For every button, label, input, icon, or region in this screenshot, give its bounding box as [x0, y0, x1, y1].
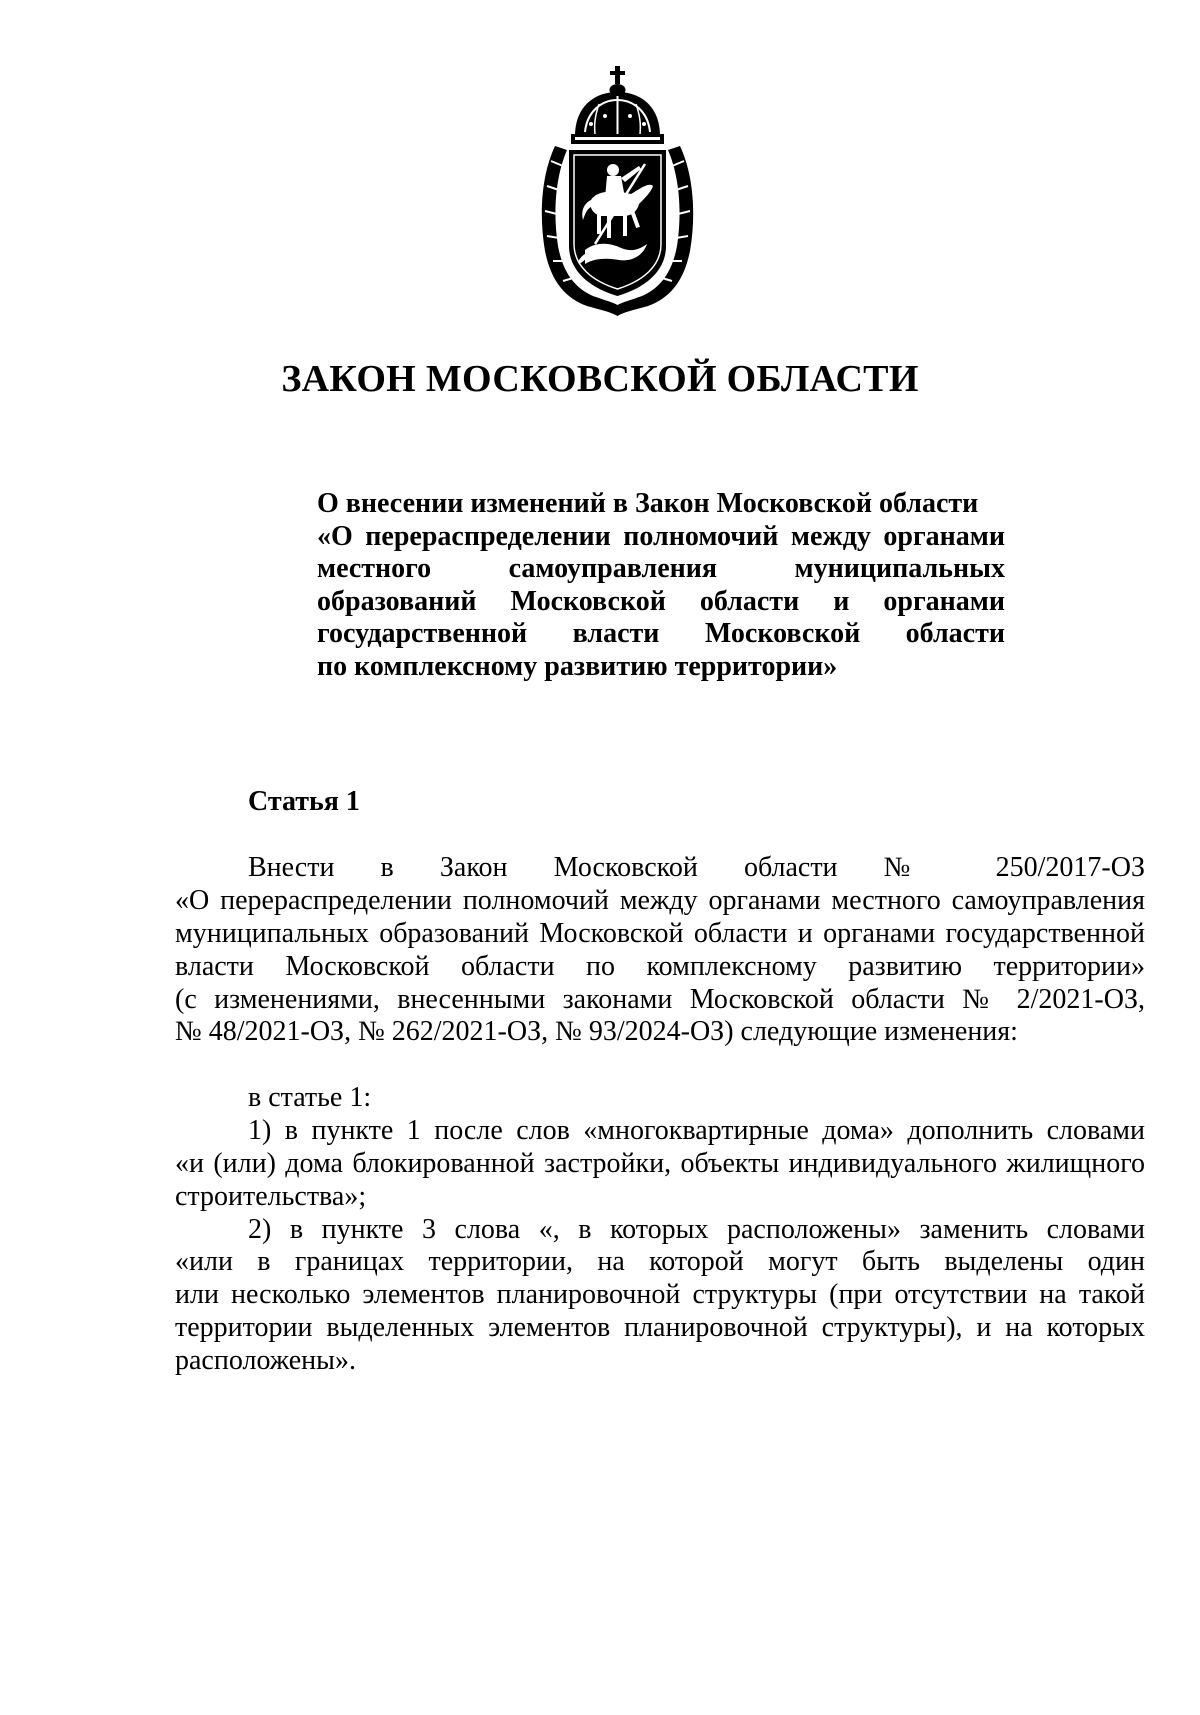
amendment-line: «или в границах территории, на которой могут быть выделены один [175, 1246, 1145, 1278]
subtitle-line: образований Московской области и органами [317, 585, 1005, 617]
amendment-line: строительства»; [175, 1180, 367, 1212]
amendment-line: 2) в пункте 3 слова «, в которых расположены» заменить словами [248, 1213, 1145, 1245]
subtitle-line: О внесении изменений в Закон Московской области [317, 488, 979, 519]
law-subtitle [317, 488, 1005, 683]
subtitle-line: государственной власти Московской области [317, 618, 1005, 649]
law-title: ЗАКОН МОСКОВСКОЙ ОБЛАСТИ [281, 358, 919, 400]
paragraph-line: власти Московской области по комплексному развитию территории» [175, 950, 1145, 982]
paragraph-line: муниципальных образований Московской области и органами государственной [175, 917, 1145, 949]
paragraph-line: Внести в Закон Московской области № 250/2017-ОЗ [248, 852, 1145, 883]
paragraph-line: «О перераспределении полномочий между органами местного самоуправления [175, 884, 1145, 916]
amendment-line: или несколько элементов планировочной структуры (при отсутствии на такой [175, 1279, 1145, 1311]
article-heading: Статья 1 [248, 786, 360, 817]
subtitle-line: «О перераспределении полномочий между органами [317, 520, 1005, 552]
subtitle-line: местного самоуправления муниципальных [317, 553, 1005, 584]
amendment-line: 1) в пункте 1 после слов «многоквартирные дома» дополнить словами [248, 1114, 1145, 1146]
paragraph-line: (с изменениями, внесенными законами Московской области № 2/2021-ОЗ, [175, 983, 1145, 1015]
amendment-intro: в статье 1: [248, 1082, 372, 1113]
amendments-list [175, 1082, 1145, 1378]
coat-of-arms-emblem [535, 66, 700, 316]
amendment-line: «и (или) дома блокированной застройки, объекты индивидуального жилищного [175, 1147, 1145, 1179]
amendment-line: расположены». [175, 1345, 356, 1377]
subtitle-line: по комплексному развитию территории» [317, 650, 838, 682]
main-paragraph [175, 852, 1145, 1049]
amendment-line: территории выделенных элементов планировочной структуры), и на которых [175, 1312, 1145, 1344]
crown-cross-icon [610, 66, 625, 84]
crown-icon [571, 84, 664, 144]
paragraph-line: № 48/2021-ОЗ, № 262/2021-ОЗ, № 93/2024-ОЗ) следующие изменения: [175, 1016, 1018, 1048]
